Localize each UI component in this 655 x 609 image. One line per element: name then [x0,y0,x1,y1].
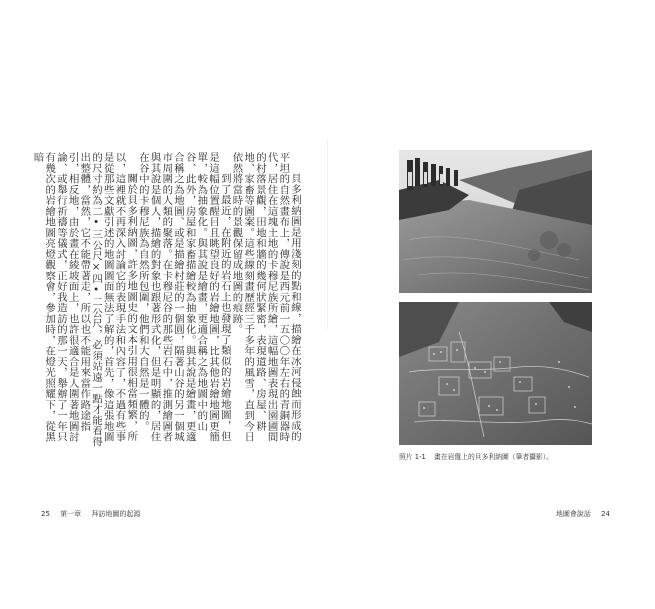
right-page-footer [548,509,610,519]
page-number: 25 [41,510,50,518]
main-text-vertical [31,152,301,449]
photo-caption [399,451,599,461]
caption-label: 照片 1-1 [399,453,426,461]
paragraph: 關於貝多利納圖，許多地圖史的文本引用很相當頻繁，所以，這裡就不再深入討論它的表現手法和內容了，不過有些事是從那些文獻引述的地圖圖面無法了解的，首先，像這張地圖的尺寸約為二•三公尺×四•二公尺，必須站遠一點才能看得出整體，當然，它不能帶著走，所以也不能用來當作路途指引，相反地，由於畫在綾坡面上，也許很適合是人圍著地圖討論、或舉行祈禱等儀式，正好我造訪的那一天，舉辦了一年只有幾次的岩繪地圖亮燈觀察會，參加時，在燈光照耀下，從黑暗 [31,152,138,448]
chapter-number: 第一章 [60,510,82,518]
photo-engraved-rock-map [399,302,592,445]
book-title: 地圖會說話 [555,510,591,518]
caption-text: 畫在岩盤上的貝多利納圖（筆者攝影）。 [434,453,553,461]
paragraph: 到了最近，在附近的岩石上也發現了類似的岩繪地圖，但是這幅位置醒目且眺望良好的岩繪地圖，比其他岩繪地圖更簡單，較為抽象化。與其說是繪畫，更適合稱之為地圖中的山谷、此外，房屋和家畜描繪較為抽象化。與其說是繪畫，更適合稱之為地圖、或是描繪村莊的一個圓，隔著山谷的另一個城市周圍的人類的聚落。在卡穆尼谷的那些岩石中，推測繪圖者與其說是個人，描繪的對象也跟著形式化，但是明顯的，居住在谷中的卡穆尼族為自然所包圍，他們和大自然是一體的。 [136,152,231,443]
left-page-footer [41,509,148,519]
page-gutter [327,140,328,330]
chapter-title: 拜訪地圖的起源 [91,510,141,518]
paragraph: 貝多利納圖是用淺刻的點和線，描繪在冰河侵蝕而形成的平坦的自然畫布上，傳說是西元前一五〇〇年左右的青銅器時代，居住在這塊土地的卡穆尼族所繪，這幅地圖表現出園圃間的村落景觀，田地和牆的幾何狀緊密，表現道路、房屋、耕地、家畜等圖案。這些線刻畫歷經三千多年的風雪，直到今日依然將當時的景觀保留成地圖的痕跡。 [230,152,301,443]
photo-rock-site-with-visitors [399,150,592,293]
page-number: 24 [601,510,610,518]
